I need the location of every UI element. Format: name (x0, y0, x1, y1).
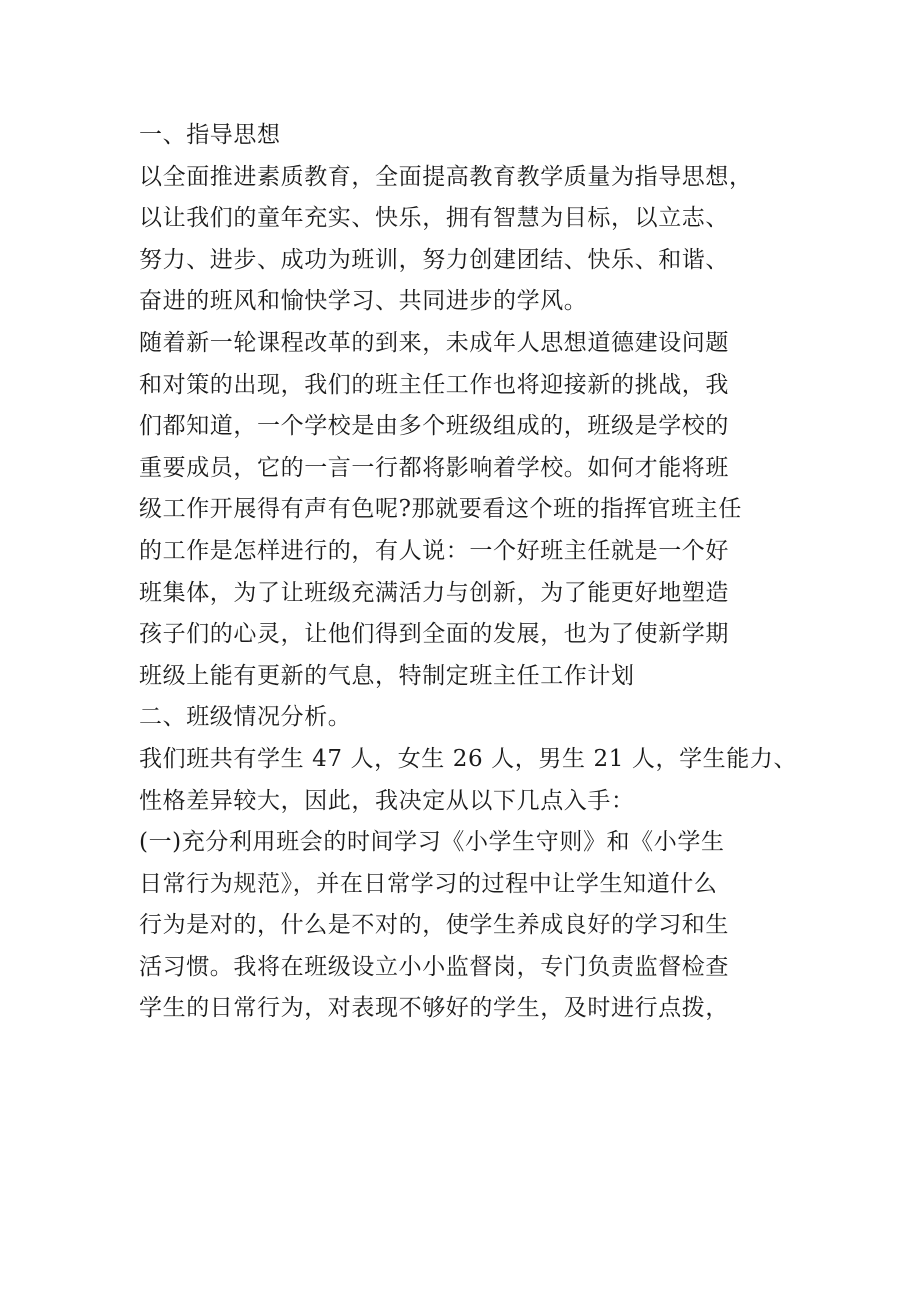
text-line: 的工作是怎样进行的，有人说：一个好班主任就是一个好 (139, 537, 729, 564)
text-line: 班级上能有更新的气息，特制定班主任工作计划 (139, 662, 635, 689)
text-line: 我们班共有学生 47 人，女生 26 人，男生 21 人，学生能力、 (139, 745, 798, 772)
text-line: (一)充分利用班会的时间学习《小学生守则》和《小学生 (139, 829, 725, 856)
document-body (139, 115, 799, 1030)
text-line: 们都知道，一个学校是由多个班级组成的，班级是学校的 (139, 413, 729, 440)
text-line: 级工作开展得有声有色呢?那就要看这个班的指挥官班主任 (139, 496, 742, 523)
text-line: 和对策的出现，我们的班主任工作也将迎接新的挑战，我 (139, 371, 729, 398)
text-line: 活习惯。我将在班级设立小小监督岗，专门负责监督检查 (139, 953, 729, 980)
text-line: 日常行为规范》，并在日常学习的过程中让学生知道什么 (139, 870, 718, 897)
section-heading-guiding-ideology: 一、指导思想 (139, 122, 281, 148)
text-line: 随着新一轮课程改革的到来，未成年人思想道德建设问题 (139, 329, 729, 356)
text-line: 努力、进步、成功为班训，努力创建团结、快乐、和谐、 (139, 246, 729, 273)
text-line: 性格差异较大，因此，我决定从以下几点入手： (139, 787, 635, 814)
text-line: 以全面推进素质教育，全面提高教育教学质量为指导思想， (139, 163, 753, 190)
text-line: 学生的日常行为，对表现不够好的学生，及时进行点拨， (139, 995, 729, 1022)
text-line: 班集体，为了让班级充满活力与创新，为了能更好地塑造 (139, 579, 729, 606)
text-line: 行为是对的，什么是不对的，使学生养成良好的学习和生 (139, 912, 729, 939)
text-line: 孩子们的心灵，让他们得到全面的发展，也为了使新学期 (139, 621, 729, 648)
text-line: 重要成员，它的一言一行都将影响着学校。如何才能将班 (139, 454, 729, 481)
section-heading-class-analysis: 二、班级情况分析。 (139, 704, 352, 731)
text-line: 以让我们的童年充实、快乐，拥有智慧为目标，以立志、 (139, 205, 729, 232)
text-line: 奋进的班风和愉快学习、共同进步的学风。 (139, 288, 588, 315)
